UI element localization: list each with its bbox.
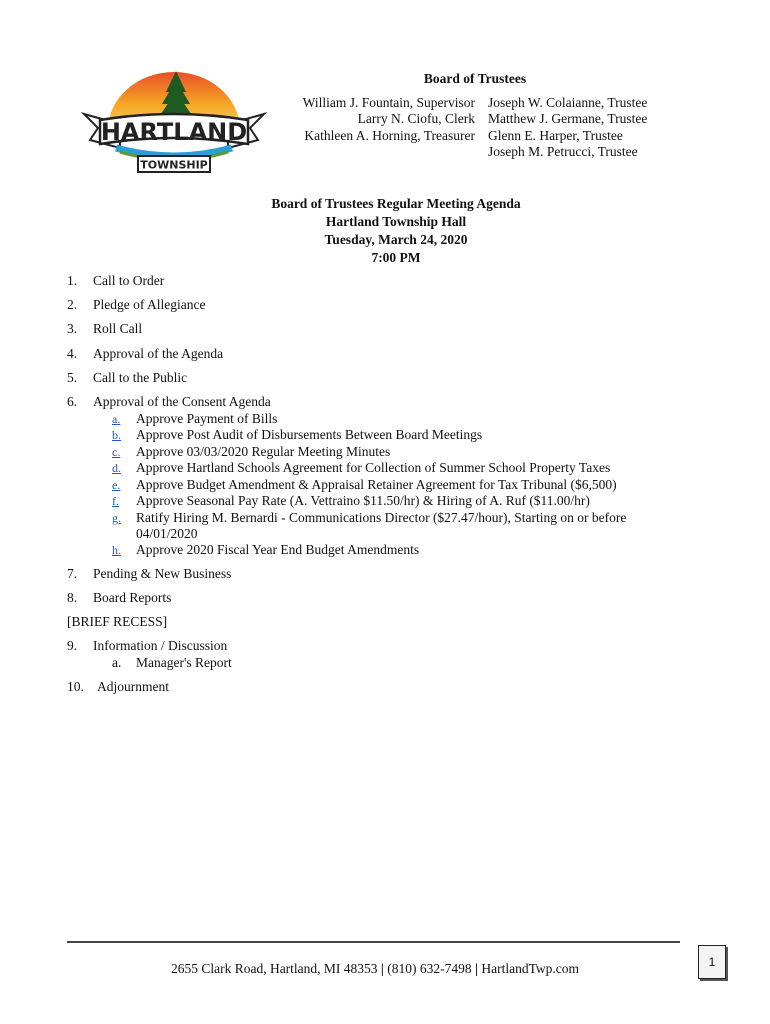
agenda-item-7: 7. Pending & New Business — [67, 566, 232, 581]
consent-item-h: h. Approve 2020 Fiscal Year End Budget Amendments — [112, 542, 420, 557]
meeting-title: Board of Trustees Regular Meeting Agenda — [271, 196, 521, 211]
consent-link-a[interactable]: a. — [112, 412, 121, 426]
agenda-item-8: 8. Board Reports — [67, 590, 172, 605]
consent-item-d: d. Approve Hartland Schools Agreement for Collection of Summer School Property Taxes — [112, 460, 611, 475]
consent-link-f[interactable]: f. — [112, 494, 119, 508]
logo-wordmark: HARTLAND — [100, 118, 248, 146]
page-number-badge: 1 — [698, 945, 726, 979]
officers-column — [280, 95, 475, 144]
agenda-item-2: 2. Pledge of Allegiance — [67, 297, 206, 312]
meeting-time: 7:00 PM — [371, 250, 421, 265]
agenda-item-9: 9. Information / Discussion — [67, 638, 228, 653]
footer-address: 2655 Clark Road, Hartland, MI 48353 — [170, 961, 378, 976]
consent-link-c[interactable]: c. — [112, 445, 121, 459]
agenda-item-5: 5. Call to the Public — [67, 370, 188, 385]
footer-separator: | — [475, 961, 479, 976]
consent-item-b: b. Approve Post Audit of Disbursements Between Board Meetings — [112, 427, 483, 442]
logo-subtitle: TOWNSHIP — [140, 158, 208, 172]
trustee-name: Joseph W. Colaianne, Trustee — [488, 95, 648, 110]
footer-website[interactable]: HartlandTwp.com — [481, 961, 580, 976]
consent-item-a: a. Approve Payment of Bills — [112, 411, 278, 426]
meeting-date: Tuesday, March 24, 2020 — [324, 232, 468, 247]
agenda-item-1: 1. Call to Order — [67, 273, 165, 288]
consent-link-e[interactable]: e. — [112, 478, 121, 492]
footer-separator: | — [380, 961, 384, 976]
agenda-item-6: 6. Approval of the Consent Agenda — [67, 394, 271, 409]
footer-phone: (810) 632-7498 — [387, 961, 472, 976]
trustee-name: Matthew J. Germane, Trustee — [488, 111, 648, 127]
discussion-item-a: a. Manager's Report — [112, 655, 232, 670]
consent-link-d[interactable]: d. — [112, 461, 121, 475]
meeting-location: Hartland Township Hall — [325, 214, 467, 229]
consent-link-g[interactable]: g. — [112, 511, 121, 525]
consent-item-e: e. Approve Budget Amendment & Appraisal Retainer Agreement for Tax Tribunal ($6,500) — [112, 477, 617, 492]
consent-link-h[interactable]: h. — [112, 543, 121, 557]
officer-supervisor: William J. Fountain, Supervisor — [302, 95, 475, 110]
footer-contact — [80, 961, 670, 977]
footer-divider — [67, 941, 680, 943]
consent-link-b[interactable]: b. — [112, 428, 121, 442]
consent-item-g: g. Ratify Hiring M. Bernardi - Communications Director ($27.47/hour), Starting on or before 04/01/2020 — [112, 510, 627, 542]
officer-treasurer: Kathleen A. Horning, Treasurer — [304, 127, 475, 143]
agenda-item-10: 10. Adjournment — [67, 679, 169, 694]
consent-item-f: f. Approve Seasonal Pay Rate (A. Vettraino $11.50/hr) & Hiring of A. Ruf ($11.00/hr) — [112, 493, 590, 508]
brief-recess: [BRIEF RECESS] — [67, 614, 168, 629]
trustees-column — [488, 95, 688, 161]
agenda-item-3: 3. Roll Call — [67, 321, 143, 336]
meeting-header — [200, 195, 592, 267]
trustee-name: Joseph M. Petrucci, Trustee — [488, 144, 638, 160]
consent-item-c: c. Approve 03/03/2020 Regular Meeting Minutes — [112, 444, 391, 459]
trustees-title: Board of Trustees — [423, 71, 527, 86]
officer-clerk: Larry N. Ciofu, Clerk — [357, 111, 475, 127]
agenda-item-4: 4. Approval of the Agenda — [67, 346, 224, 361]
trustee-name: Glenn E. Harper, Trustee — [488, 127, 623, 143]
hartland-township-logo — [80, 68, 268, 176]
